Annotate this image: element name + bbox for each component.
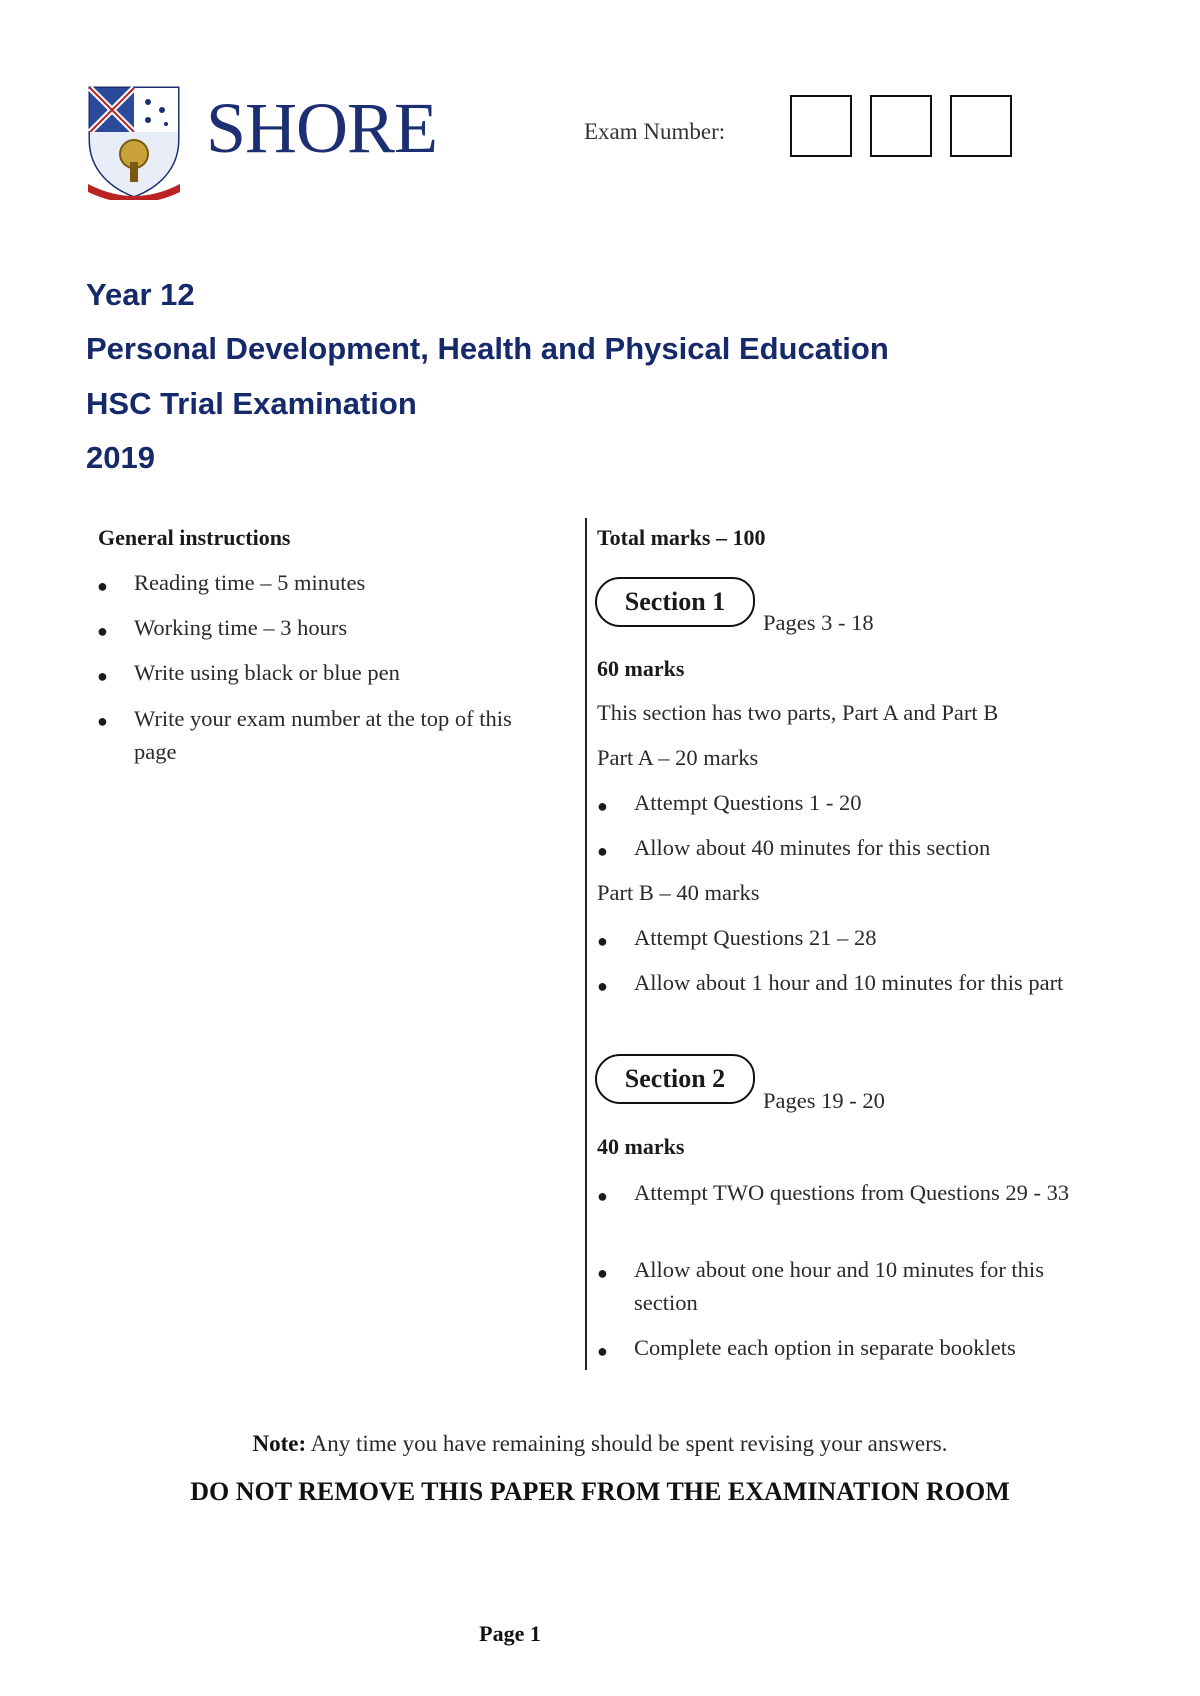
removal-warning: DO NOT REMOVE THIS PAPER FROM THE EXAMINATION ROOM [190,1477,1010,1506]
note-text: Any time you have remaining should be spent revising your answers. [306,1431,948,1456]
bullet-icon: ● [97,711,108,731]
title-subject: Personal Development, Health and Physical Education [86,331,889,366]
section-2-item: Attempt TWO questions from Questions 29 - 33 [634,1180,1070,1205]
section-1-intro: This section has two parts, Part A and Part B [597,700,999,725]
bullet-icon: ● [597,1341,608,1361]
section-1-marks: 60 marks [597,656,685,681]
bullet-icon: ● [597,1186,608,1206]
bullet-icon: ● [597,1263,608,1283]
part-b-heading: Part B – 40 marks [597,880,760,905]
bullet-icon: ● [97,666,108,686]
bullet-icon: ● [597,931,608,951]
section-2-marks: 40 marks [597,1134,685,1159]
bullet-icon: ● [597,841,608,861]
school-crest-icon [86,84,182,200]
instruction-item: Write using black or blue pen [134,660,400,685]
part-a-item: Allow about 40 minutes for this section [634,835,991,860]
section-2-item: Complete each option in separate booklets [634,1335,1016,1360]
page-number: Page 1 [479,1621,541,1646]
exam-number-box-3[interactable] [950,95,1012,157]
part-a-item: Attempt Questions 1 - 20 [634,790,862,815]
exam-number-label: Exam Number: [584,119,726,144]
instruction-item: Working time – 3 hours [134,615,348,640]
bullet-icon: ● [597,976,608,996]
note [0,1432,1200,1455]
section-2-badge: Section 2 [595,1054,755,1104]
section-2-item: Allow about one hour and 10 minutes for this section [634,1257,1044,1315]
note-label: Note: [252,1431,307,1456]
part-a-heading: Part A – 20 marks [597,745,759,770]
school-name: SHORE [206,88,438,168]
section-2-pages: Pages 19 - 20 [763,1088,885,1113]
exam-number-box-2[interactable] [870,95,932,157]
title-exam: HSC Trial Examination [86,386,417,421]
title-year: Year 12 [86,277,195,312]
section-1-badge: Section 1 [595,577,755,627]
bullet-icon: ● [97,576,108,596]
section-1-pages: Pages 3 - 18 [763,610,874,635]
part-b-item: Allow about 1 hour and 10 minutes for this part [634,970,1064,995]
general-instructions-heading: General instructions [98,525,291,550]
instruction-item: Reading time – 5 minutes [134,570,366,595]
bullet-icon: ● [597,796,608,816]
instruction-item: Write your exam number at the top of this page [134,706,512,764]
bullet-icon: ● [97,621,108,641]
exam-number-box-1[interactable] [790,95,852,157]
part-b-item: Attempt Questions 21 – 28 [634,925,877,950]
column-divider [585,518,587,1370]
title-year-number: 2019 [86,440,155,475]
total-marks: Total marks – 100 [597,525,766,550]
